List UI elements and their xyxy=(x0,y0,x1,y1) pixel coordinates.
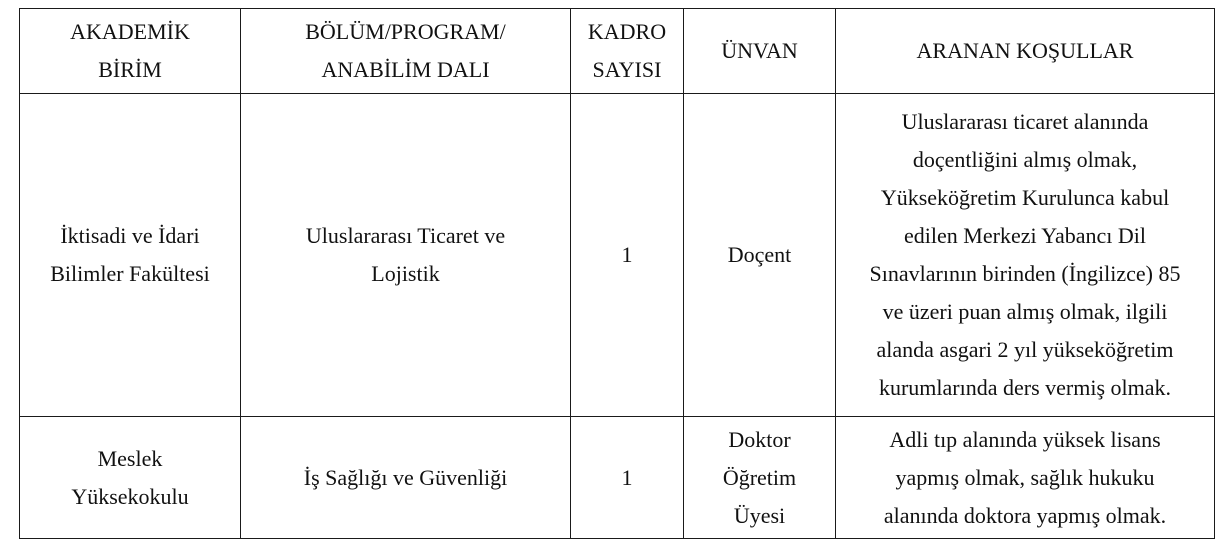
cell-line: Doktor xyxy=(728,426,791,452)
header-unvan xyxy=(684,9,836,94)
cell-kadro: 1 xyxy=(571,417,684,539)
condition-line: alanda asgari 2 yıl yükseköğretim xyxy=(876,337,1174,362)
positions-table xyxy=(19,8,1215,539)
cell-line: Üyesi xyxy=(733,502,786,528)
condition-line: alanında doktora yapmış olmak. xyxy=(883,502,1167,528)
header-line: ÜNVAN xyxy=(721,38,798,63)
cell-line: Doçent xyxy=(727,242,792,267)
cell-line: Lojistik xyxy=(371,261,440,286)
cell-line: İktisadi ve İdari xyxy=(60,223,200,248)
condition-line: ve üzeri puan almış olmak, ilgili xyxy=(882,299,1168,324)
header-line: KADRO xyxy=(587,19,667,44)
condition-line: yapmış olmak, sağlık hukuku xyxy=(895,464,1155,490)
cell-line: Yüksekokulu xyxy=(71,483,189,509)
header-line: SAYISI xyxy=(592,57,662,82)
table-row xyxy=(20,94,1215,417)
cell-unvan xyxy=(684,417,836,539)
cell-line: Bilimler Fakültesi xyxy=(50,261,210,286)
header-bolum-program xyxy=(241,9,571,94)
header-line: ARANAN KOŞULLAR xyxy=(916,38,1134,63)
condition-line: Uluslararası ticaret alanında xyxy=(901,109,1149,134)
cell-birim xyxy=(20,94,241,417)
cell-line: Meslek xyxy=(97,445,163,471)
cell-line: Öğretim xyxy=(722,464,797,490)
header-line: BÖLÜM/PROGRAM/ xyxy=(305,19,506,44)
cell-kosullar xyxy=(836,94,1215,417)
header-line: BİRİM xyxy=(98,57,162,82)
table-row xyxy=(20,417,1215,539)
header-akademik-birim xyxy=(20,9,241,94)
condition-line: Sınavlarının birinden (İngilizce) 85 xyxy=(869,261,1181,286)
condition-line: edilen Merkezi Yabancı Dil xyxy=(904,223,1146,248)
condition-line: Yükseköğretim Kurulunca kabul xyxy=(880,185,1170,210)
cell-birim xyxy=(20,417,241,539)
header-line: ANABİLİM DALI xyxy=(321,57,490,82)
header-kadro-sayisi xyxy=(571,9,684,94)
condition-line: Adli tıp alanında yüksek lisans xyxy=(889,426,1161,452)
cell-line: İş Sağlığı ve Güvenliği xyxy=(303,464,508,490)
cell-line: Uluslararası Ticaret ve xyxy=(305,223,506,248)
condition-line: doçentliğini almış olmak, xyxy=(912,147,1138,172)
condition-line: kurumlarında ders vermiş olmak. xyxy=(878,375,1172,400)
cell-unvan xyxy=(684,94,836,417)
table-body xyxy=(20,94,1215,539)
cell-bolum xyxy=(241,94,571,417)
header-aranan-kosullar xyxy=(836,9,1215,94)
cell-kadro: 1 xyxy=(571,94,684,417)
table-header xyxy=(20,9,1215,94)
cell-bolum xyxy=(241,417,571,539)
header-line: AKADEMİK xyxy=(70,19,190,44)
header-row xyxy=(20,9,1215,94)
cell-kosullar xyxy=(836,417,1215,539)
